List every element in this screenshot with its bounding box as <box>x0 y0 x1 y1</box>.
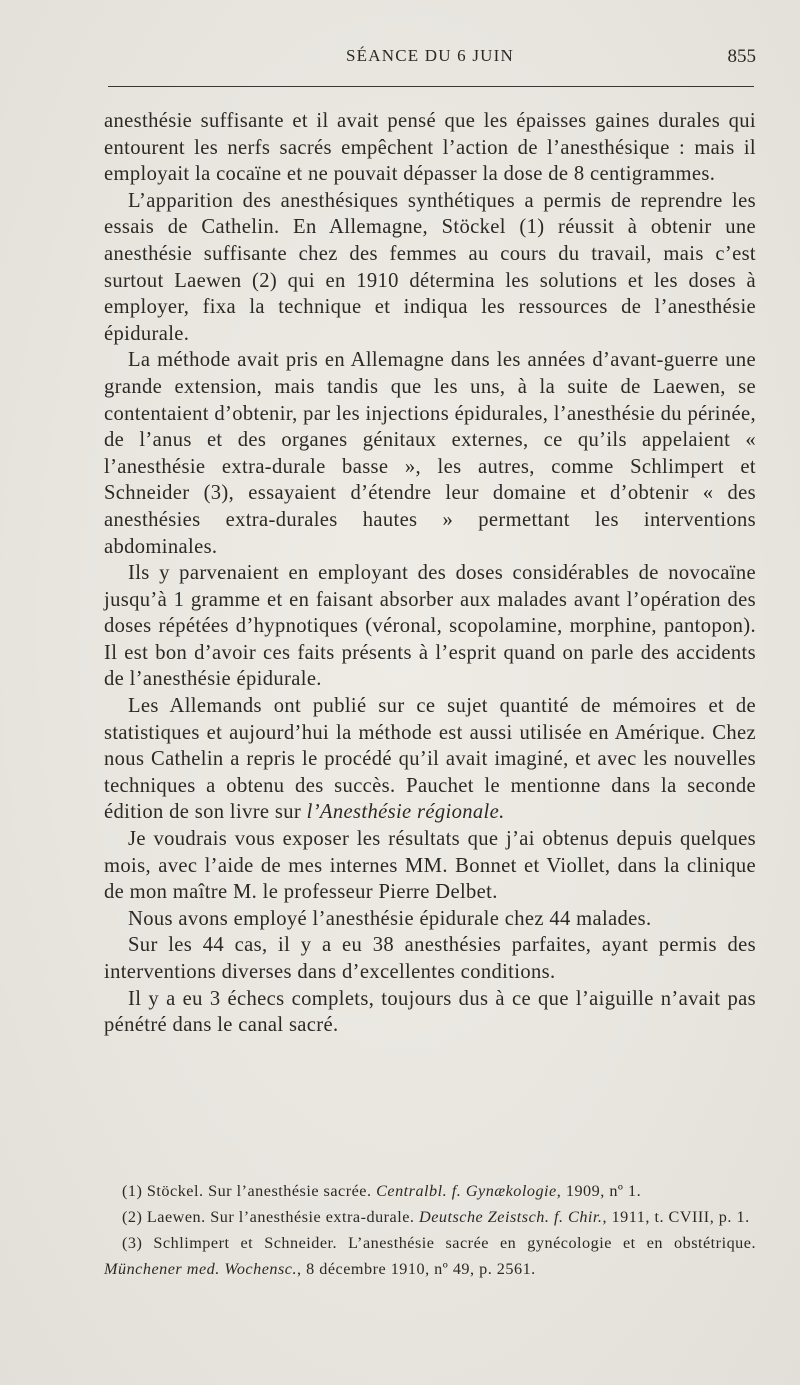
paragraph: Nous avons employé l’anesthésie épidurale chez 44 malades. <box>128 907 652 930</box>
paragraph: L’apparition des anesthésiques synthétiques a permis de reprendre les essais de Cathelin. En Allemagne, Stöckel (1) réussit à obtenir une anesthésie suffisante chez des femmes au cours du travail, mais c’est surtout Laewen (2) qui en 1910 détermina les solutions et les doses à employer, fixa la technique et indiqua les ressources de l’anesthésie épidurale. <box>104 189 756 345</box>
paragraph: anesthésie suffisante et il avait pensé que les épaisses gaines durales qui entourent les nerfs sacrés empêchent l’action de l’anesthésique : mais il employait la cocaïne et ne pouvait dépasser la dose de 8 centigrammes. <box>104 110 756 186</box>
footnote-text: (2) Laewen. Sur l’anesthésie extra-durale. <box>122 1208 420 1226</box>
running-title: SÉANCE DU 6 JUIN <box>346 46 514 65</box>
footnote-ref: , 1909, nº 1. <box>556 1182 642 1200</box>
footnote-journal: Deutsche Zeistsch. f. Chir. <box>419 1208 603 1226</box>
footnote-journal: Münchener med. Wochensc. <box>104 1260 298 1278</box>
footnote-ref: , 8 décembre 1910, nº 49, p. 2561. <box>297 1260 536 1278</box>
footnote-1 <box>104 1178 756 1204</box>
footnote-journal: Centralbl. f. Gynækologie <box>376 1182 557 1200</box>
footnote-3 <box>104 1230 756 1282</box>
footnotes <box>104 1178 756 1282</box>
page-number: 855 <box>727 46 756 67</box>
paragraph: Il y a eu 3 échecs complets, toujours dus à ce que l’aiguille n’avait pas pénétré dans le canal sacré. <box>104 987 756 1037</box>
paragraph-text: Les Allemands ont publié sur ce sujet quantité de mémoires et de statistiques et aujourd’hui la méthode est aussi utilisée en Amérique. Chez nous Cathelin a repris le procédé qu’il avait imaginé, et avec les nouvelles techniques a obtenu des succès. Pauchet le mentionne dans la seconde édition de son livre sur <box>104 695 756 824</box>
book-title-italic: l’Anesthésie régionale. <box>306 801 505 824</box>
paragraph: La méthode avait pris en Allemagne dans les années d’avant-guerre une grande extension, mais tandis que les uns, à la suite de Laewen, se contentaient d’obtenir, par les injections épidurales, l’anesthésie du périnée, de l’anus et des organes génitaux externes, ce qu’ils appelaient « l’anesthésie extra-durale basse », les autres, comme Schlimpert et Schneider (3), essayaient d’étendre leur domaine et d’obtenir « des anesthésies extra-durales hautes » permettant les interventions abdominales. <box>104 349 756 558</box>
footnote-2 <box>104 1204 756 1230</box>
paragraph: Sur les 44 cas, il y a eu 38 anesthésies parfaites, ayant permis des interventions diverses dans d’excellentes conditions. <box>104 934 756 983</box>
page-header <box>104 46 756 72</box>
footnote-text: (3) Schlimpert et Schneider. L’anesthésie sacrée en gynécologie et en obstétrique. <box>122 1234 756 1252</box>
body-text <box>104 108 756 1039</box>
footnote-text: (1) Stöckel. Sur l’anesthésie sacrée. <box>122 1182 377 1200</box>
paragraph: Ils y parvenaient en employant des doses considérables de novocaïne jusqu’à 1 gramme et en faisant absorber aux malades avant l’opération des doses répétées d’hypnotiques (véronal, scopolamine, morphine, pantopon). Il est bon d’avoir ces faits présents à l’esprit quand on parle des accidents de l’anesthésie épidurale. <box>104 562 756 691</box>
header-rule <box>108 86 754 87</box>
footnote-ref: , 1911, t. CVIII, p. 1. <box>602 1208 750 1226</box>
paragraph: Je voudrais vous exposer les résultats que j’ai obtenus depuis quelques mois, avec l’aide de mes internes MM. Bonnet et Viollet, dans la clinique de mon maître M. le professeur Pierre Delbet. <box>104 828 756 904</box>
paragraph <box>104 693 756 826</box>
